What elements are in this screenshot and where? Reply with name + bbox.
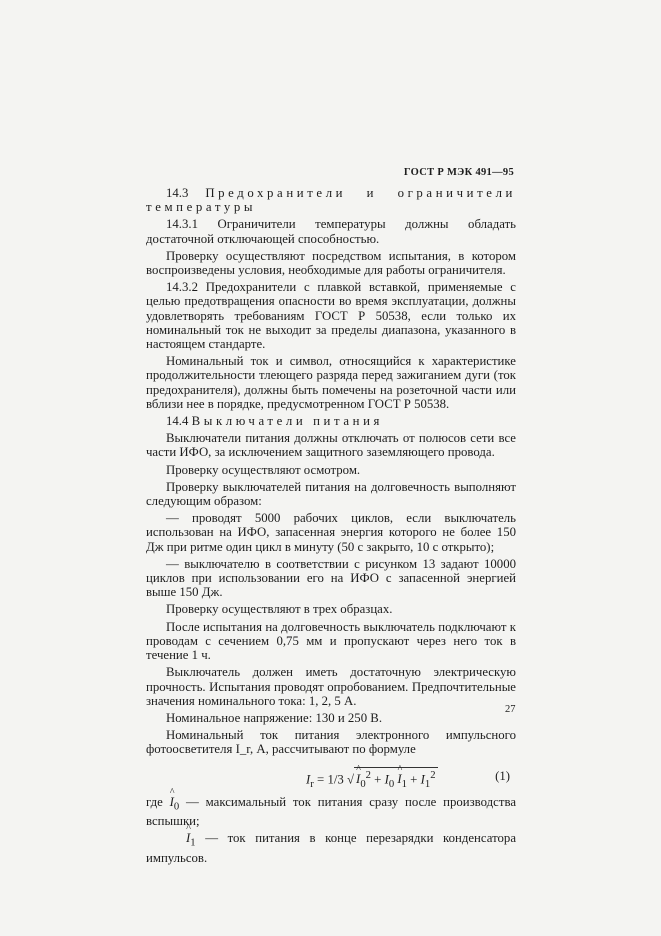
paragraph-durability: Проверку выключателей питания на долговечность выполняют следующим образом:: [146, 479, 516, 509]
paragraph-verification-1: Проверку осуществляют посредством испытания, в котором воспроизведены условия, необходимые для работы ограничителя.: [146, 248, 516, 278]
section-number: 14.4: [166, 414, 189, 429]
paragraph-dielectric: Выключатель должен иметь достаточную электрическую прочность. Испытания проводят опробованием. Предпочтительные значения номинального тока: 1, 2, 5 А.: [146, 665, 516, 708]
where-item-1: где ^ $I_0$ — максимальный ток питания сразу после производства вспышки;: [146, 795, 516, 829]
radicand: ^ $I_0^2 + I_0$ ^ $I_1 + I_1^2$: [354, 767, 437, 792]
radical-sign: √: [347, 771, 355, 786]
section-title: Выключатели питания: [191, 414, 384, 429]
paragraph-14-3-1: 14.3.1 Ограничители температуры должны обладать достаточной отключающей способностью.: [146, 217, 516, 246]
paragraph-14-3-2: 14.3.2 Предохранители с плавкой вставкой, применяемые с целью предотвращения опасности во время эксплуатации, должны удовлетворять требованиям ГОСТ Р 50538, если только их номинальный ток не выходит за пределы диапазона, указанного в настоящем стандарте.: [146, 280, 516, 352]
section-14-4-heading: [146, 414, 516, 428]
list-item-5000-cycles: — проводят 5000 рабочих циклов, если выключатель использован на ИФО, запасенная энергия которого не более 150 Дж при ритме один цикл в минуту (50 с закрыто, 10 с открыто);: [146, 511, 516, 554]
section-number: 14.3: [166, 186, 189, 200]
where-item-2: ^ $I_1$ — ток питания в конце перезарядки конденсатора импульсов.: [146, 831, 516, 865]
formula-number: (1): [495, 768, 510, 783]
section-14-3-heading: [146, 186, 516, 214]
paragraph-rated-current: Номинальный ток и символ, относящийся к характеристике продолжительности тлеющего разряда перед зажиганием дуги (ток предохранителя), должны быть помечены на розеточной части или вблизи нее в порядке, предусмотренном ГОСТ Р 50538.: [146, 354, 516, 411]
formula-lhs: I: [306, 771, 311, 786]
page-content: [146, 186, 516, 868]
formula-expression: $I_r = 1/3$ √^ $I_0^2 + I_0$ ^ $I_1 + I_1^2$: [306, 767, 438, 792]
section-title: Предохранители и ограничители температуры: [146, 186, 516, 215]
paragraph-formula-intro: Номинальный ток питания электронного импульсного фотоосветителя I_r, А, рассчитывают по формуле: [146, 728, 516, 757]
formula-1: [146, 761, 516, 793]
page-number: 27: [505, 704, 516, 715]
paragraph-voltage: Номинальное напряжение: 130 и 250 В.: [166, 710, 383, 725]
paragraph-inspection: Проверку осуществляют осмотром.: [166, 462, 361, 477]
paragraph-samples: Проверку осуществляют в трех образцах.: [166, 602, 393, 617]
standard-header: ГОСТ Р МЭК 491—95: [403, 167, 514, 178]
list-item-10000-cycles: — выключателю в соответствии с рисунком 13 задают 10000 циклов при использовании его на ИФО с запасенной энергией выше 150 Дж.: [146, 556, 516, 600]
paragraph-after-test: После испытания на долговечность выключатель подключают к проводам с сечением 0,75 мм и пропускают через него ток в течение 1 ч.: [146, 619, 516, 663]
paragraph-switches: Выключатели питания должны отключать от полюсов сети все части ИФО, за исключением защитного заземляющего провода.: [146, 431, 516, 460]
